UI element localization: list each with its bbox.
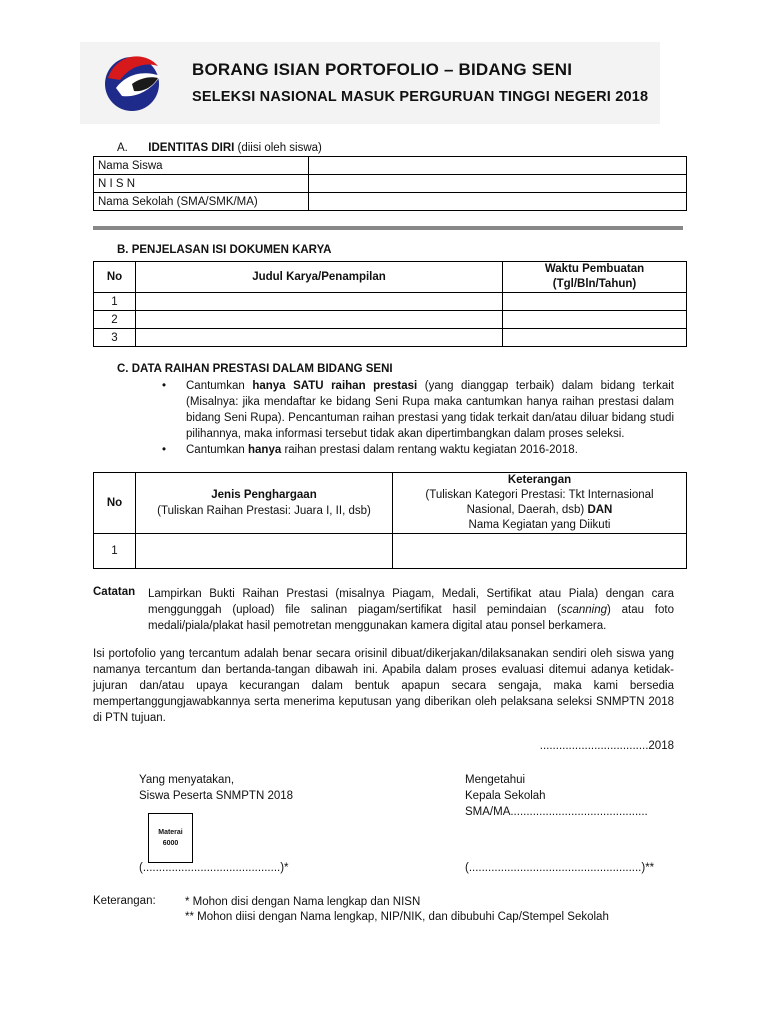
work-documents-table bbox=[93, 261, 687, 347]
principal-name-line[interactable]: (......................................................)** bbox=[465, 862, 655, 874]
section-divider bbox=[93, 226, 683, 230]
col-award-header bbox=[136, 473, 393, 534]
instruction-emphasis: hanya bbox=[248, 444, 282, 456]
identity-input-name[interactable] bbox=[309, 157, 687, 175]
identity-input-nisn[interactable] bbox=[309, 175, 687, 193]
table-row bbox=[94, 157, 687, 175]
date-line[interactable]: ..................................2018 bbox=[539, 740, 674, 752]
keterangan-notes bbox=[185, 895, 609, 925]
col-no-header: No bbox=[94, 262, 136, 293]
catatan-text-italic: scanning bbox=[560, 604, 608, 616]
section-a-note: (diisi oleh siswa) bbox=[234, 142, 322, 154]
title-cell[interactable] bbox=[136, 311, 503, 329]
col-note-dan: DAN bbox=[587, 504, 613, 516]
keterangan-note-1: * Mohon disi dengan Nama lengkap dan NISN bbox=[185, 896, 421, 908]
form-title: BORANG ISIAN PORTOFOLIO – BIDANG SENI bbox=[192, 60, 573, 79]
section-b-heading: B. PENJELASAN ISI DOKUMEN KARYA bbox=[117, 244, 332, 256]
catatan-label: Catatan bbox=[93, 586, 136, 598]
col-note-desc: (Tuliskan Kategori Prestasi: Tkt Internasional Nasional, Daerah, dsb) bbox=[425, 489, 654, 516]
identity-input-school[interactable] bbox=[309, 193, 687, 211]
identity-label: Nama Siswa bbox=[94, 157, 309, 175]
stamp-value: 6000 bbox=[162, 840, 179, 847]
col-note-header bbox=[393, 473, 687, 534]
achievement-table bbox=[93, 472, 687, 569]
section-a-letter: A. bbox=[117, 142, 128, 154]
identity-label: N I S N bbox=[94, 175, 309, 193]
section-a-heading bbox=[117, 142, 322, 154]
title-cell[interactable] bbox=[136, 293, 503, 311]
table-row bbox=[94, 193, 687, 211]
title-cell[interactable] bbox=[136, 329, 503, 347]
col-award-title: Jenis Penghargaan bbox=[211, 489, 317, 501]
student-name-line[interactable]: (...........................................)* bbox=[139, 862, 289, 874]
instruction-text: Cantumkan bbox=[186, 380, 253, 392]
instruction-text: Cantumkan bbox=[186, 444, 249, 456]
col-time-header-line1: Waktu Pembuatan bbox=[544, 263, 645, 275]
principal-signature-block bbox=[465, 772, 648, 820]
award-cell[interactable] bbox=[136, 534, 393, 569]
keterangan-note-2: ** Mohon diisi dengan Nama lengkap, NIP/NIK, dan dibubuhi Cap/Stempel Sekolah bbox=[185, 911, 609, 923]
col-award-subtitle: (Tuliskan Raihan Prestasi: Juara I, II, dsb) bbox=[157, 505, 371, 517]
col-time-header-line2: (Tgl/Bln/Tahun) bbox=[552, 278, 637, 290]
table-row bbox=[94, 293, 687, 311]
catatan-text bbox=[148, 586, 674, 634]
time-cell[interactable] bbox=[503, 329, 687, 347]
instruction-text: (yang dianggap terbaik) dalam bidang terkait (Misalnya: jika mendaftar ke bidang Seni Rupa maka cantumkan hanya raihan prestasi dalam bidang Seni Rupa). Pencantuman raihan prestasi yang tidak terkait dan/atau diluar bidang studi pilihannya, maka informasi tersebut tidak akan dipertimbangkan dalam proses seleksi. bbox=[186, 380, 674, 440]
table-row bbox=[94, 311, 687, 329]
table-row bbox=[94, 329, 687, 347]
instruction-text: raihan prestasi dalam rentang waktu kegiatan 2016-2018. bbox=[281, 444, 578, 456]
instruction-item bbox=[162, 442, 674, 458]
principal-sign-line1: Mengetahui bbox=[465, 774, 526, 786]
row-number: 1 bbox=[94, 293, 136, 311]
time-cell[interactable] bbox=[503, 311, 687, 329]
col-no-header: No bbox=[94, 473, 136, 534]
instruction-list bbox=[162, 378, 674, 458]
form-subtitle: SELEKSI NASIONAL MASUK PERGURUAN TINGGI NEGERI 2018 bbox=[192, 89, 649, 105]
col-note-desc-2: Nama Kegiatan yang Diikuti bbox=[468, 519, 611, 531]
document-header bbox=[80, 42, 660, 124]
table-header-row bbox=[94, 262, 687, 293]
col-time-header bbox=[503, 262, 687, 293]
table-header-row bbox=[94, 473, 687, 534]
section-c-heading: C. DATA RAIHAN PRESTASI DALAM BIDANG SENI bbox=[117, 363, 393, 375]
identity-table bbox=[93, 156, 687, 211]
snmptn-logo-icon bbox=[96, 44, 166, 114]
table-row bbox=[94, 534, 687, 569]
col-note-title: Keterangan bbox=[507, 474, 572, 486]
catatan-text-part: ) atau foto medali/piala/plakat hasil pemotretan menggunakan kamera digital atau ponsel berkamera. bbox=[148, 604, 674, 632]
table-row bbox=[94, 175, 687, 193]
instruction-item bbox=[162, 378, 674, 442]
stamp-label: Materai bbox=[158, 829, 183, 836]
student-sign-line2: Siswa Peserta SNMPTN 2018 bbox=[139, 790, 294, 802]
note-cell[interactable] bbox=[393, 534, 687, 569]
statement-paragraph: Isi portofolio yang tercantum adalah benar secara orisinil dibuat/dikerjakan/dilaksanakan sendiri oleh siswa yang namanya tercantum dan bertanda-tangan dibawah ini. Apabila dalam proses evaluasi ditemui adanya ketidak-jujuran dan/atau upaya kecurangan dalam bentuk apapun secara sengaja, maka kami bersedia mempertanggungjawabkannya serta menerima keputusan yang diberikan oleh pelaksana seleksi SNMPTN 2018 di PTN tujuan. bbox=[93, 648, 674, 724]
principal-sign-line3[interactable]: SMA/MA........................................... bbox=[465, 806, 648, 818]
student-sign-line1: Yang menyatakan, bbox=[139, 774, 235, 786]
row-number: 2 bbox=[94, 311, 136, 329]
identity-label: Nama Sekolah (SMA/SMK/MA) bbox=[94, 193, 309, 211]
instruction-emphasis: hanya SATU raihan prestasi bbox=[252, 380, 418, 392]
section-a-title: IDENTITAS DIRI bbox=[148, 142, 235, 154]
principal-sign-line2: Kepala Sekolah bbox=[465, 790, 546, 802]
materai-stamp-box bbox=[148, 813, 193, 863]
row-number: 1 bbox=[94, 534, 136, 569]
keterangan-label: Keterangan: bbox=[93, 895, 156, 907]
student-signature-block bbox=[139, 772, 293, 804]
row-number: 3 bbox=[94, 329, 136, 347]
time-cell[interactable] bbox=[503, 293, 687, 311]
col-title-header: Judul Karya/Penampilan bbox=[136, 262, 503, 293]
catatan-text-part: Lampirkan Bukti Raihan Prestasi (misalnya Piagam, Medali, Sertifikat atau Piala) dengan cara menggunggah (upload) file salinan piagam/sertifikat hasil pemindaian ( bbox=[148, 588, 674, 616]
